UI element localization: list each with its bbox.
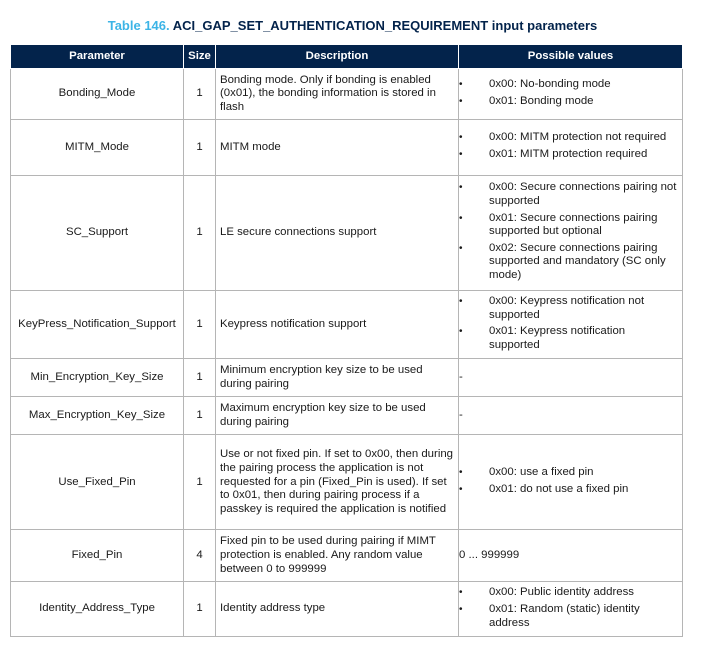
cell-parameter: Fixed_Pin <box>11 530 184 582</box>
cell-size: 1 <box>184 435 216 530</box>
cell-values <box>459 530 683 582</box>
value-text: - <box>459 371 463 384</box>
header-parameter: Parameter <box>11 45 184 69</box>
cell-description: Keypress notification support <box>216 291 459 359</box>
cell-description: Minimum encryption key size to be used during pairing <box>216 359 459 397</box>
cell-parameter: KeyPress_Notification_Support <box>11 291 184 359</box>
value-item: • 0x00: Secure connections pairing not supported <box>459 181 678 208</box>
value-text: - <box>459 409 463 422</box>
cell-parameter: Identity_Address_Type <box>11 582 184 637</box>
value-item: • 0x00: No-bonding mode <box>459 78 678 92</box>
value-item: • 0x01: Keypress notification supported <box>459 325 678 352</box>
parameters-table <box>10 44 683 637</box>
value-item: • 0x00: Keypress notification not supported <box>459 295 678 322</box>
cell-parameter: Use_Fixed_Pin <box>11 435 184 530</box>
value-item: • 0x00: use a fixed pin <box>459 466 678 480</box>
table-row <box>11 69 683 120</box>
cell-values <box>459 359 683 397</box>
cell-description: Fixed pin to be used during pairing if MIMT protection is enabled. Any random value between 0 to 999999 <box>216 530 459 582</box>
cell-values <box>459 435 683 530</box>
cell-size: 1 <box>184 582 216 637</box>
value-item: • 0x01: Secure connections pairing supported but optional <box>459 212 678 239</box>
cell-size: 1 <box>184 176 216 291</box>
cell-values <box>459 291 683 359</box>
value-item: • 0x00: MITM protection not required <box>459 131 678 145</box>
cell-size: 1 <box>184 69 216 120</box>
table-row <box>11 530 683 582</box>
table-number: Table 146. <box>107 18 170 33</box>
cell-size: 1 <box>184 291 216 359</box>
header-size: Size <box>184 45 216 69</box>
table-caption <box>0 18 705 33</box>
cell-values <box>459 120 683 176</box>
cell-description: LE secure connections support <box>216 176 459 291</box>
cell-values <box>459 582 683 637</box>
value-item: • 0x01: do not use a fixed pin <box>459 483 678 497</box>
table-row <box>11 291 683 359</box>
header-description: Description <box>216 45 459 69</box>
table-header-row <box>11 45 683 69</box>
value-text: 0 ... 999999 <box>459 549 520 562</box>
cell-size: 1 <box>184 397 216 435</box>
cell-description: Bonding mode. Only if bonding is enabled (0x01), the bonding information is stored in flash <box>216 69 459 120</box>
table-row <box>11 359 683 397</box>
value-item: • 0x01: Bonding mode <box>459 95 678 109</box>
table-row <box>11 435 683 530</box>
cell-parameter: Min_Encryption_Key_Size <box>11 359 184 397</box>
cell-parameter: Max_Encryption_Key_Size <box>11 397 184 435</box>
table-row <box>11 582 683 637</box>
value-item: • 0x02: Secure connections pairing supported and mandatory (SC only mode) <box>459 242 678 283</box>
cell-description: MITM mode <box>216 120 459 176</box>
header-possible-values: Possible values <box>459 45 683 69</box>
value-item: • 0x01: Random (static) identity address <box>459 603 678 630</box>
table-row <box>11 176 683 291</box>
cell-description: Use or not fixed pin. If set to 0x00, then during the pairing process the application is not requested for a pin (Fixed_Pin is used). If set to 0x01, then during pairing process if a passkey is required the application is notified <box>216 435 459 530</box>
value-item: • 0x01: MITM protection required <box>459 148 678 162</box>
value-item: • 0x00: Public identity address <box>459 586 678 600</box>
cell-values <box>459 397 683 435</box>
table-row <box>11 120 683 176</box>
cell-description: Identity address type <box>216 582 459 637</box>
cell-parameter: MITM_Mode <box>11 120 184 176</box>
cell-size: 4 <box>184 530 216 582</box>
cell-values <box>459 69 683 120</box>
cell-size: 1 <box>184 359 216 397</box>
table-title: ACI_GAP_SET_AUTHENTICATION_REQUIREMENT input parameters <box>172 18 598 33</box>
cell-parameter: SC_Support <box>11 176 184 291</box>
cell-values <box>459 176 683 291</box>
cell-description: Maximum encryption key size to be used during pairing <box>216 397 459 435</box>
cell-parameter: Bonding_Mode <box>11 69 184 120</box>
table-row <box>11 397 683 435</box>
cell-size: 1 <box>184 120 216 176</box>
